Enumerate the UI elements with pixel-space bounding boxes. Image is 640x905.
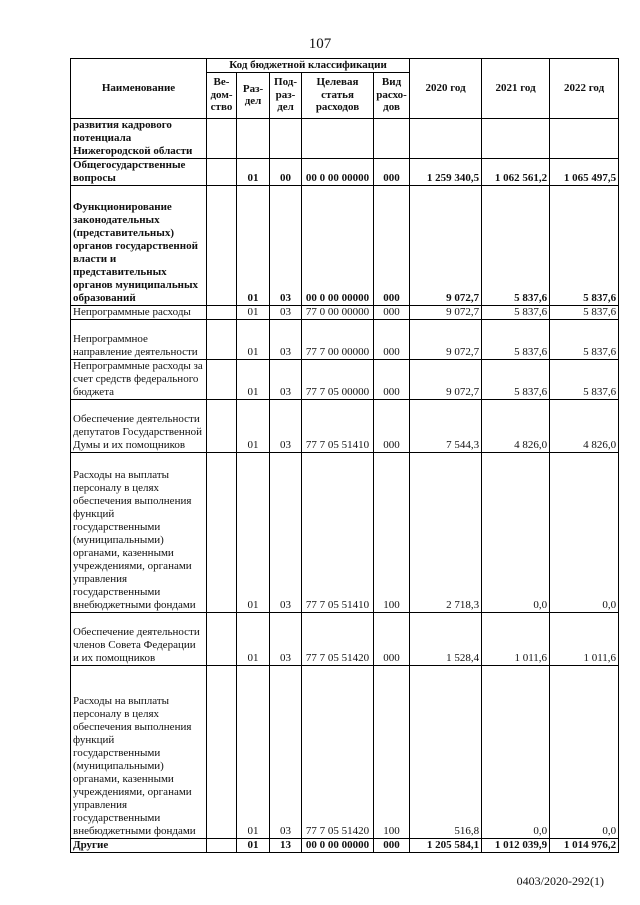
header-year-2022: 2022 год — [550, 59, 619, 119]
row-amount-2021: 0,0 — [482, 665, 550, 838]
row-amount-2022: 4 826,0 — [550, 399, 619, 452]
row-vedomstvo — [207, 185, 237, 305]
row-amount-2021: 5 837,6 — [482, 319, 550, 359]
row-podrazdel: 13 — [270, 838, 302, 852]
row-name: Другие — [71, 838, 207, 852]
header-razdel: Раз-дел — [237, 72, 270, 118]
row-target-article: 00 0 00 00000 — [302, 838, 374, 852]
row-amount-2020: 7 544,3 — [410, 399, 482, 452]
header-target-article: Целевая статья расходов — [302, 72, 374, 118]
row-razdel: 01 — [237, 319, 270, 359]
row-amount-2021: 1 012 039,9 — [482, 838, 550, 852]
row-target-article: 77 7 05 51420 — [302, 612, 374, 665]
row-name: Непрограммные расходы — [71, 305, 207, 319]
row-podrazdel: 03 — [270, 305, 302, 319]
row-target-article: 77 0 00 00000 — [302, 305, 374, 319]
row-vedomstvo — [207, 612, 237, 665]
row-name: Обеспечение деятельности депутатов Государственной Думы и их помощников — [71, 399, 207, 452]
row-target-article: 00 0 00 00000 — [302, 158, 374, 185]
row-razdel: 01 — [237, 665, 270, 838]
row-amount-2022: 0,0 — [550, 665, 619, 838]
row-expense-type: 000 — [374, 399, 410, 452]
page-number: 107 — [308, 36, 332, 52]
table-row — [71, 838, 619, 852]
row-vedomstvo — [207, 399, 237, 452]
row-razdel: 01 — [237, 185, 270, 305]
row-amount-2021: 4 826,0 — [482, 399, 550, 452]
row-razdel: 01 — [237, 399, 270, 452]
row-name: Общегосударственные вопросы — [71, 158, 207, 185]
row-amount-2021: 0,0 — [482, 452, 550, 612]
row-vedomstvo — [207, 665, 237, 838]
row-name: Непрограммное направление деятельности — [71, 319, 207, 359]
row-podrazdel — [270, 118, 302, 158]
row-podrazdel: 03 — [270, 185, 302, 305]
row-amount-2022: 5 837,6 — [550, 305, 619, 319]
row-podrazdel: 03 — [270, 319, 302, 359]
table-row — [71, 399, 619, 452]
document-code: 0403/2020-292(1) — [516, 874, 604, 888]
row-razdel — [237, 118, 270, 158]
row-target-article: 00 0 00 00000 — [302, 185, 374, 305]
table-row — [71, 359, 619, 399]
row-expense-type: 000 — [374, 612, 410, 665]
row-expense-type: 100 — [374, 665, 410, 838]
row-amount-2022: 5 837,6 — [550, 185, 619, 305]
row-amount-2021: 5 837,6 — [482, 359, 550, 399]
table-row — [71, 158, 619, 185]
row-amount-2021: 1 011,6 — [482, 612, 550, 665]
row-amount-2022 — [550, 118, 619, 158]
row-amount-2022: 5 837,6 — [550, 319, 619, 359]
table-row — [71, 612, 619, 665]
header-vedomstvo: Ве-дом-ство — [207, 72, 237, 118]
row-name: Обеспечение деятельности членов Совета Федерации и их помощников — [71, 612, 207, 665]
row-razdel: 01 — [237, 452, 270, 612]
row-name: Непрограммные расходы за счет средств федерального бюджета — [71, 359, 207, 399]
row-amount-2020 — [410, 118, 482, 158]
row-name: Расходы на выплаты персоналу в целях обеспечения выполнения функций государственными (муниципальными) органами, казенными учреждениями, органами управления государственными внебюджетными фондами — [71, 452, 207, 612]
budget-table — [70, 58, 619, 853]
row-vedomstvo — [207, 452, 237, 612]
row-expense-type: 000 — [374, 158, 410, 185]
row-podrazdel: 03 — [270, 612, 302, 665]
row-expense-type: 000 — [374, 359, 410, 399]
row-target-article: 77 7 05 51410 — [302, 452, 374, 612]
row-amount-2020: 1 259 340,5 — [410, 158, 482, 185]
header-year-2020: 2020 год — [410, 59, 482, 119]
row-razdel: 01 — [237, 158, 270, 185]
row-expense-type: 000 — [374, 305, 410, 319]
row-amount-2022: 0,0 — [550, 452, 619, 612]
row-razdel: 01 — [237, 359, 270, 399]
table-row — [71, 319, 619, 359]
row-podrazdel: 03 — [270, 399, 302, 452]
row-target-article: 77 7 05 00000 — [302, 359, 374, 399]
row-amount-2021: 5 837,6 — [482, 185, 550, 305]
row-expense-type: 000 — [374, 838, 410, 852]
row-vedomstvo — [207, 158, 237, 185]
row-vedomstvo — [207, 305, 237, 319]
row-amount-2021 — [482, 118, 550, 158]
row-vedomstvo — [207, 359, 237, 399]
row-amount-2022: 1 065 497,5 — [550, 158, 619, 185]
table-row — [71, 118, 619, 158]
row-name: Расходы на выплаты персоналу в целях обеспечения выполнения функций государственными (муниципальными) органами, казенными учреждениями, органами управления государственными внебюджетными фондами — [71, 665, 207, 838]
table-row — [71, 452, 619, 612]
row-expense-type: 100 — [374, 452, 410, 612]
row-name: развития кадрового потенциала Нижегородской области — [71, 118, 207, 158]
row-razdel: 01 — [237, 612, 270, 665]
row-target-article — [302, 118, 374, 158]
row-podrazdel: 03 — [270, 665, 302, 838]
row-vedomstvo — [207, 319, 237, 359]
header-year-2021: 2021 год — [482, 59, 550, 119]
row-target-article: 77 7 00 00000 — [302, 319, 374, 359]
header-expense-type: Вид расхо-дов — [374, 72, 410, 118]
row-amount-2020: 9 072,7 — [410, 319, 482, 359]
row-target-article: 77 7 05 51410 — [302, 399, 374, 452]
row-expense-type: 000 — [374, 319, 410, 359]
row-amount-2020: 516,8 — [410, 665, 482, 838]
header-classification-code: Код бюджетной классификации — [207, 59, 410, 73]
row-amount-2020: 9 072,7 — [410, 305, 482, 319]
row-amount-2020: 9 072,7 — [410, 359, 482, 399]
table-row — [71, 665, 619, 838]
row-amount-2020: 9 072,7 — [410, 185, 482, 305]
row-amount-2022: 5 837,6 — [550, 359, 619, 399]
row-amount-2020: 1 528,4 — [410, 612, 482, 665]
table-row — [71, 185, 619, 305]
row-podrazdel: 03 — [270, 452, 302, 612]
row-vedomstvo — [207, 118, 237, 158]
row-amount-2021: 5 837,6 — [482, 305, 550, 319]
row-amount-2020: 1 205 584,1 — [410, 838, 482, 852]
row-target-article: 77 7 05 51420 — [302, 665, 374, 838]
row-podrazdel: 03 — [270, 359, 302, 399]
row-name: Функционирование законодательных (представительных) органов государственной власти и представительных органов муниципальных образований — [71, 185, 207, 305]
row-expense-type: 000 — [374, 185, 410, 305]
row-razdel: 01 — [237, 305, 270, 319]
row-vedomstvo — [207, 838, 237, 852]
row-amount-2021: 1 062 561,2 — [482, 158, 550, 185]
row-amount-2020: 2 718,3 — [410, 452, 482, 612]
row-expense-type — [374, 118, 410, 158]
header-podrazdel: Под-раз-дел — [270, 72, 302, 118]
row-amount-2022: 1 011,6 — [550, 612, 619, 665]
table-row — [71, 305, 619, 319]
row-podrazdel: 00 — [270, 158, 302, 185]
header-name: Наименование — [71, 59, 207, 119]
row-razdel: 01 — [237, 838, 270, 852]
row-amount-2022: 1 014 976,2 — [550, 838, 619, 852]
